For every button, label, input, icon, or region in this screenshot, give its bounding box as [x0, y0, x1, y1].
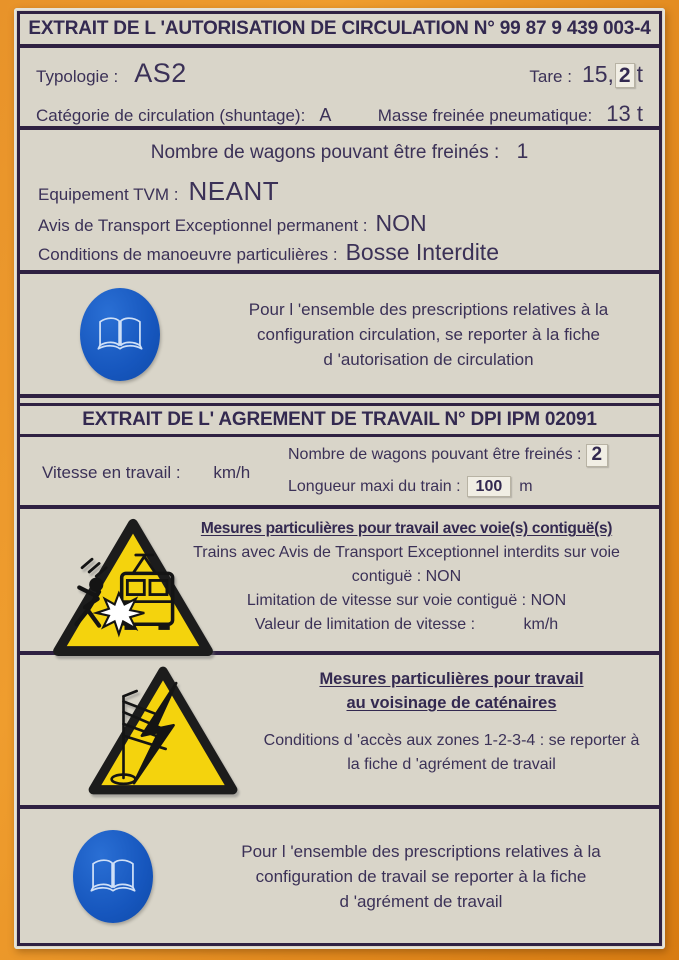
tare-value: 15, [581, 61, 614, 87]
masse-freinee-value: 13 t [606, 101, 643, 126]
typologie-tare-row [36, 48, 643, 89]
categorie-value: A [319, 105, 332, 125]
mandatory-sign-badge [73, 830, 153, 923]
categorie-label: Catégorie de circulation (shuntage): [36, 106, 306, 125]
travail-note-text: Pour l 'ensemble des prescriptions relatives à la configuration de travail se reporter à la fiche d 'agrément de travail [241, 841, 601, 911]
travail-title: EXTRAIT DE L' AGREMENT DE TRAVAIL N° DPI IPM 02091 [20, 403, 659, 437]
catenaires-section [20, 655, 659, 805]
travail-params-section [20, 437, 659, 505]
placard-panel [14, 8, 665, 949]
transport-exceptionnel-label: Avis de Transport Exceptionnel permanent : [38, 216, 368, 235]
wagons-freines-value: 1 [516, 140, 529, 163]
circulation-conditions-section [20, 130, 659, 270]
manoeuvre-value: Bosse Interdite [345, 239, 499, 265]
manoeuvre-label: Conditions de manoeuvre particulières : [38, 245, 338, 264]
open-book-icon [94, 313, 146, 355]
typologie-value: AS2 [134, 58, 187, 88]
open-book-icon [87, 855, 139, 897]
tare-label: Tare : [529, 67, 572, 86]
tare-sticker-value: 2 [615, 63, 635, 88]
voie-contigue-heading: Mesures particulières pour travail avec voie(s) contiguë(s) [200, 520, 613, 537]
circulation-note-text: Pour l 'ensemble des prescriptions relatives à la configuration circulation, se reporter à la fiche d 'autorisation de circulation [248, 299, 609, 369]
limitation-valeur-label: Valeur de limitation de vitesse : [254, 616, 476, 633]
limitation-valeur-unit: km/h [523, 616, 559, 633]
tare-unit: t [636, 61, 643, 87]
mandatory-sign-badge [80, 288, 160, 381]
wagons-freines2-sticker: 2 [586, 444, 609, 467]
wagons-freines-label: Nombre de wagons pouvant être freinés : [150, 142, 500, 163]
categorie-masse-row [36, 89, 643, 127]
circulation-id-section [20, 48, 659, 126]
voie-contigue-text: Mesures particulières pour travail avec voie(s) contiguë(s) Trains avec Avis de Transport Exceptionnel interdits sur voie contiguë : NON Limitation de vitesse sur voie contiguë : NON Valeur de limitation de vitesse : km/h [160, 517, 653, 637]
tvm-label: Equipement TVM : [38, 185, 179, 204]
longueur-maxi-label: Longueur maxi du train : [288, 477, 461, 495]
circulation-note-section [20, 274, 659, 394]
voie-contigue-section [20, 509, 659, 651]
catenaires-heading-1: Mesures particulières pour travail [319, 670, 584, 688]
catenaires-heading-2: au voisinage de caténaires [346, 694, 557, 712]
masse-freinee-label: Masse freinée pneumatique: [377, 106, 593, 125]
catenaires-text: Mesures particulières pour travail au voisinage de caténaires Conditions d 'accès aux zones 1-2-3-4 : se reporter à la fiche d 'agrément de travail [248, 667, 655, 777]
transport-exceptionnel-value: NON [375, 210, 427, 236]
typologie-label: Typologie : [36, 67, 119, 86]
placard-frame [17, 11, 662, 946]
travail-note-section [20, 809, 659, 943]
vitesse-travail-label: Vitesse en travail : [42, 463, 181, 482]
longueur-maxi-unit: m [519, 477, 533, 495]
tvm-value: NEANT [188, 176, 280, 206]
catenary-high-voltage-warning-icon [84, 662, 242, 799]
longueur-maxi-sticker: 100 [467, 476, 512, 498]
wagons-freines2-label: Nombre de wagons pouvant être freinés : [288, 446, 582, 464]
vitesse-travail-unit: km/h [213, 463, 251, 482]
circulation-title: EXTRAIT DE L 'AUTORISATION DE CIRCULATION N° 99 87 9 439 003-4 [28, 18, 651, 39]
